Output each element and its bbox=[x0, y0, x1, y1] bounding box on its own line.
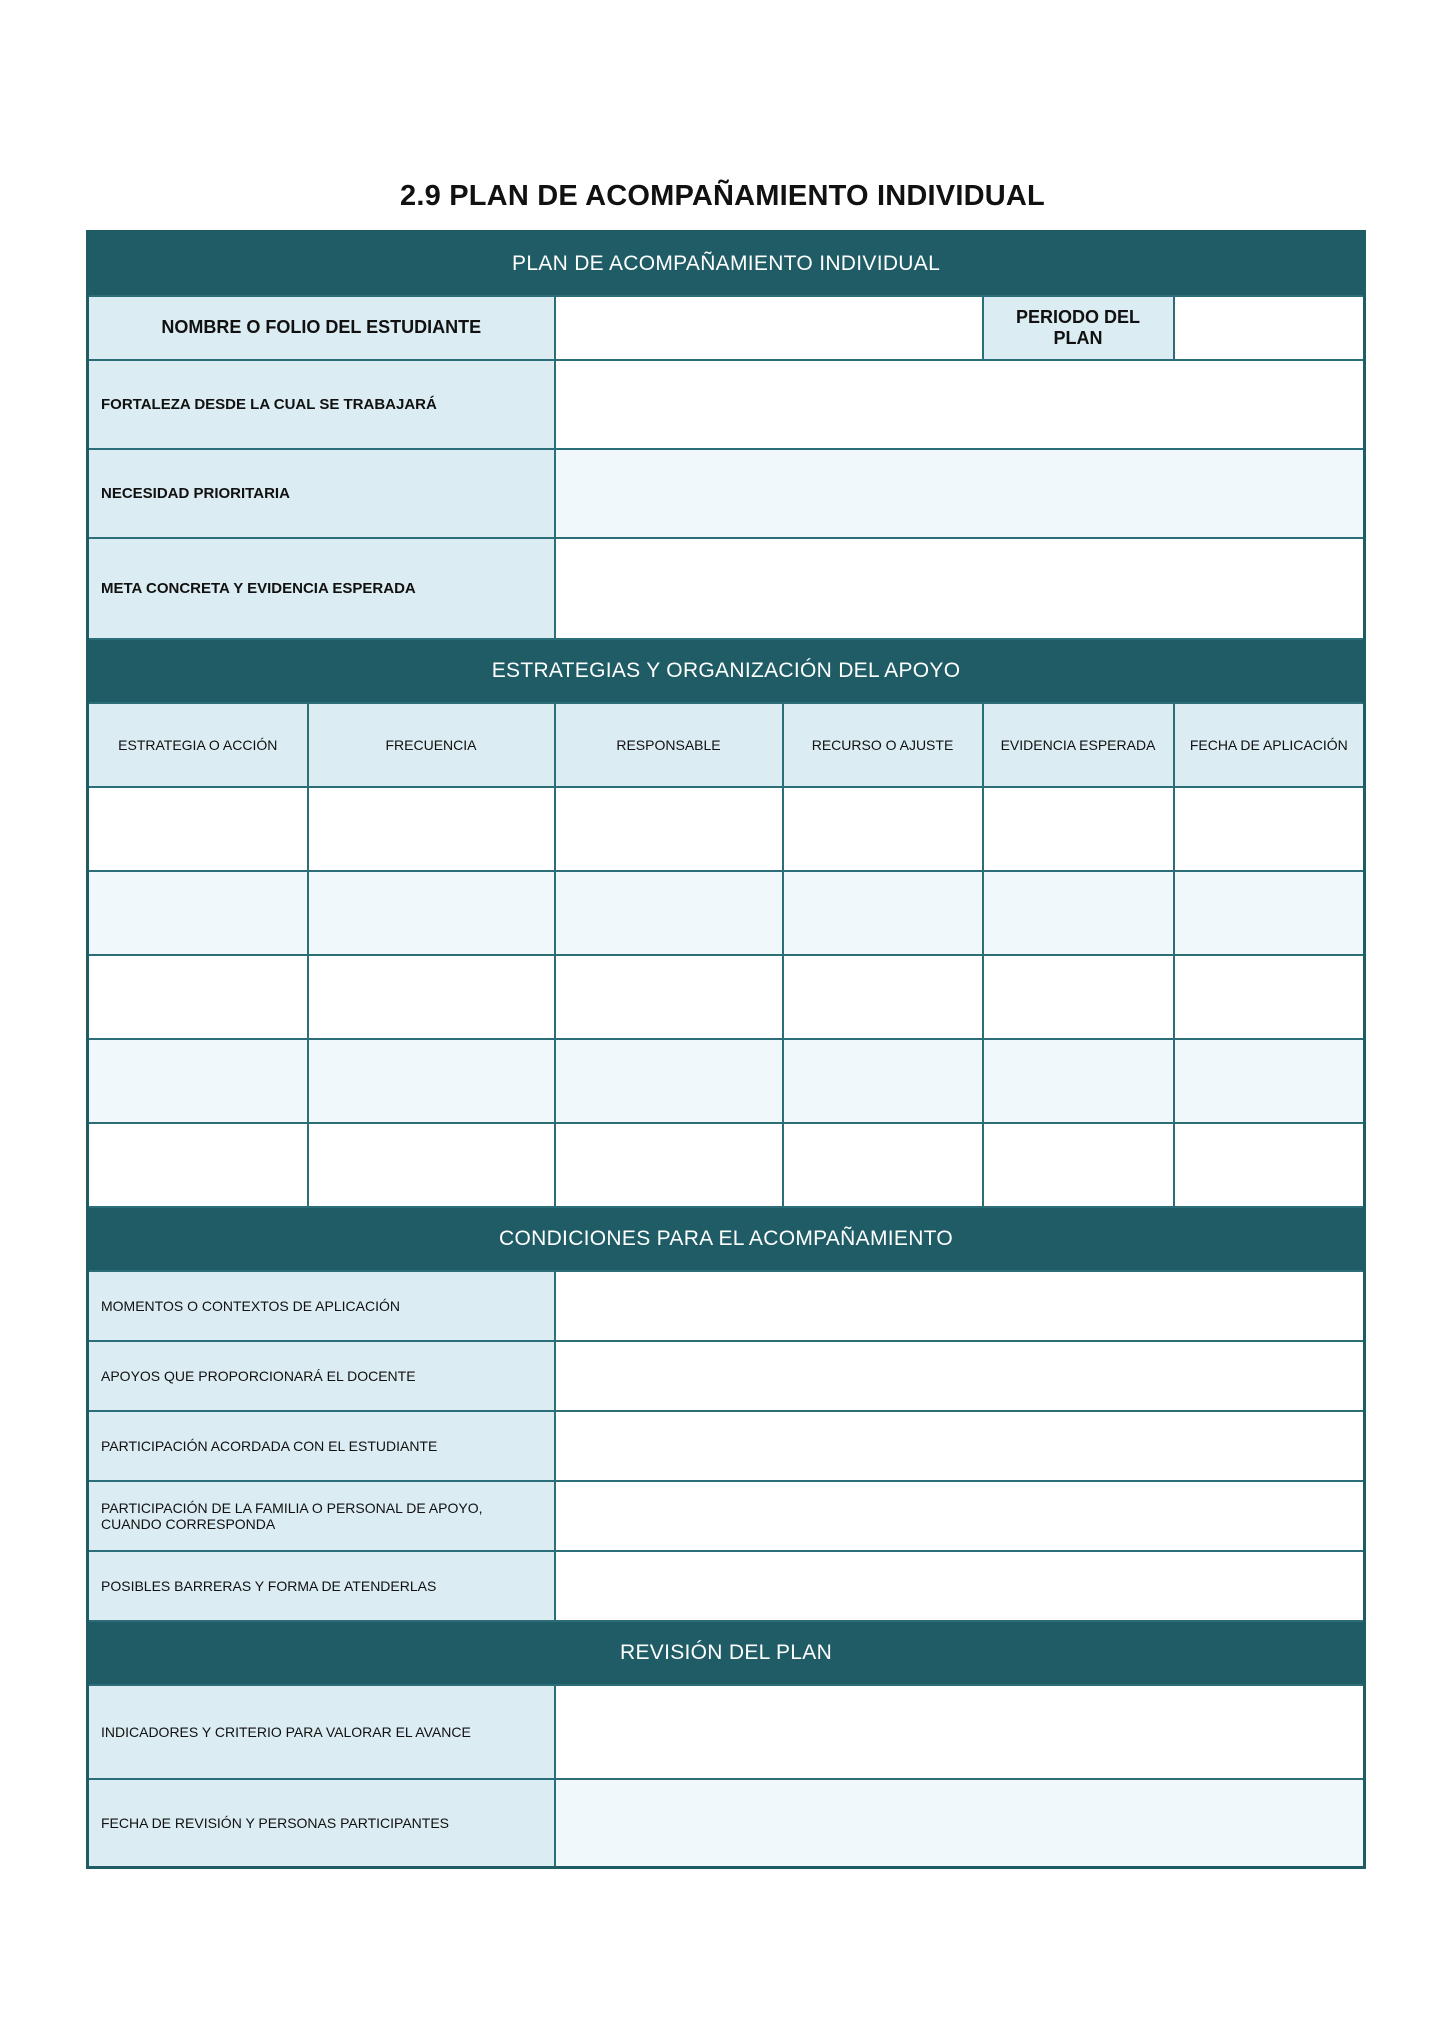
field-participacion-familia[interactable] bbox=[555, 1481, 1365, 1551]
field-momentos[interactable] bbox=[555, 1271, 1365, 1341]
label-barreras: POSIBLES BARRERAS Y FORMA DE ATENDERLAS bbox=[88, 1551, 555, 1621]
table-cell[interactable] bbox=[308, 871, 555, 955]
table-row bbox=[88, 871, 1365, 955]
section-header-plan: PLAN DE ACOMPAÑAMIENTO INDIVIDUAL bbox=[88, 232, 1365, 296]
label-fortaleza: FORTALEZA DESDE LA CUAL SE TRABAJARÁ bbox=[88, 360, 555, 449]
section-header-estrategias: ESTRATEGIAS Y ORGANIZACIÓN DEL APOYO bbox=[88, 639, 1365, 703]
table-cell[interactable] bbox=[783, 955, 983, 1039]
table-cell[interactable] bbox=[555, 1039, 783, 1123]
table-cell[interactable] bbox=[88, 1039, 308, 1123]
label-meta: META CONCRETA Y EVIDENCIA ESPERADA bbox=[88, 538, 555, 639]
table-cell[interactable] bbox=[1174, 871, 1365, 955]
label-participacion-familia: PARTICIPACIÓN DE LA FAMILIA O PERSONAL DE APOYO, CUANDO CORRESPONDA bbox=[88, 1481, 555, 1551]
field-participacion-estudiante[interactable] bbox=[555, 1411, 1365, 1481]
label-momentos: MOMENTOS O CONTEXTOS DE APLICACIÓN bbox=[88, 1271, 555, 1341]
table-cell[interactable] bbox=[783, 1039, 983, 1123]
table-cell[interactable] bbox=[308, 1123, 555, 1207]
table-cell[interactable] bbox=[1174, 1039, 1365, 1123]
page-title: 2.9 PLAN DE ACOMPAÑAMIENTO INDIVIDUAL bbox=[400, 180, 1045, 212]
column-header-evidencia: EVIDENCIA ESPERADA bbox=[983, 703, 1174, 787]
table-cell[interactable] bbox=[308, 787, 555, 871]
table-cell[interactable] bbox=[1174, 955, 1365, 1039]
table-cell[interactable] bbox=[555, 955, 783, 1039]
column-header-frecuencia: FRECUENCIA bbox=[308, 703, 555, 787]
field-indicadores[interactable] bbox=[555, 1685, 1365, 1779]
table-cell[interactable] bbox=[555, 787, 783, 871]
table-cell[interactable] bbox=[783, 1123, 983, 1207]
section-header-condiciones: CONDICIONES PARA EL ACOMPAÑAMIENTO bbox=[88, 1207, 1365, 1271]
table-cell[interactable] bbox=[983, 871, 1174, 955]
column-header-estrategia: ESTRATEGIA O ACCIÓN bbox=[88, 703, 308, 787]
table-cell[interactable] bbox=[783, 787, 983, 871]
table-row bbox=[88, 1123, 1365, 1207]
table-row bbox=[88, 787, 1365, 871]
label-fecha-revision: FECHA DE REVISIÓN Y PERSONAS PARTICIPANTES bbox=[88, 1779, 555, 1868]
field-nombre-estudiante[interactable] bbox=[555, 296, 983, 360]
table-cell[interactable] bbox=[783, 871, 983, 955]
label-indicadores: INDICADORES Y CRITERIO PARA VALORAR EL AVANCE bbox=[88, 1685, 555, 1779]
label-apoyos-docente: APOYOS QUE PROPORCIONARÁ EL DOCENTE bbox=[88, 1341, 555, 1411]
table-cell[interactable] bbox=[983, 1039, 1174, 1123]
label-periodo-plan: PERIODO DEL PLAN bbox=[983, 296, 1174, 360]
field-periodo-plan[interactable] bbox=[1174, 296, 1365, 360]
table-cell[interactable] bbox=[555, 1123, 783, 1207]
field-apoyos-docente[interactable] bbox=[555, 1341, 1365, 1411]
table-cell[interactable] bbox=[88, 1123, 308, 1207]
table-cell[interactable] bbox=[1174, 1123, 1365, 1207]
table-row bbox=[88, 1039, 1365, 1123]
table-cell[interactable] bbox=[983, 787, 1174, 871]
table-cell[interactable] bbox=[88, 955, 308, 1039]
field-fortaleza[interactable] bbox=[555, 360, 1365, 449]
field-meta[interactable] bbox=[555, 538, 1365, 639]
label-participacion-estudiante: PARTICIPACIÓN ACORDADA CON EL ESTUDIANTE bbox=[88, 1411, 555, 1481]
field-barreras[interactable] bbox=[555, 1551, 1365, 1621]
table-cell[interactable] bbox=[308, 1039, 555, 1123]
section-header-revision: REVISIÓN DEL PLAN bbox=[88, 1621, 1365, 1685]
field-fecha-revision[interactable] bbox=[555, 1779, 1365, 1868]
label-nombre-estudiante: NOMBRE O FOLIO DEL ESTUDIANTE bbox=[88, 296, 555, 360]
column-header-fecha: FECHA DE APLICACIÓN bbox=[1174, 703, 1365, 787]
table-cell[interactable] bbox=[308, 955, 555, 1039]
table-cell[interactable] bbox=[555, 871, 783, 955]
column-header-recurso: RECURSO O AJUSTE bbox=[783, 703, 983, 787]
table-row bbox=[88, 955, 1365, 1039]
column-header-responsable: RESPONSABLE bbox=[555, 703, 783, 787]
plan-form bbox=[86, 230, 1366, 1869]
table-cell[interactable] bbox=[88, 871, 308, 955]
label-necesidad: NECESIDAD PRIORITARIA bbox=[88, 449, 555, 538]
table-cell[interactable] bbox=[1174, 787, 1365, 871]
field-necesidad[interactable] bbox=[555, 449, 1365, 538]
table-cell[interactable] bbox=[983, 955, 1174, 1039]
table-cell[interactable] bbox=[983, 1123, 1174, 1207]
table-cell[interactable] bbox=[88, 787, 308, 871]
